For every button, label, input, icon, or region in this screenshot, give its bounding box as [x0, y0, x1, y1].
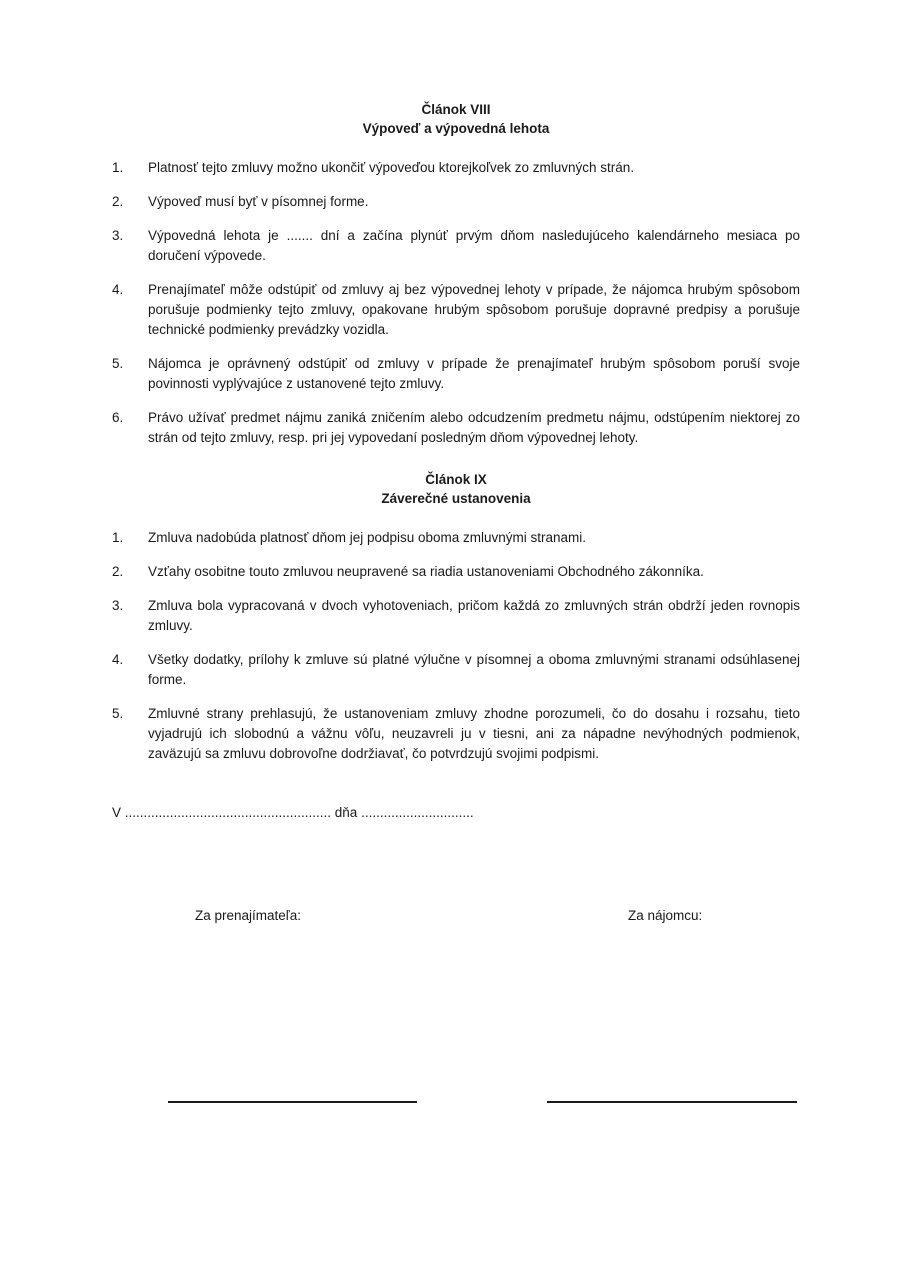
numbered-clause [112, 528, 800, 548]
numbered-clause [112, 596, 800, 636]
numbered-clause [112, 226, 800, 266]
clause-number: 1. [112, 530, 124, 545]
numbered-clause [112, 704, 800, 764]
clause-text: Výpovedná lehota je ....... dní a začína plynúť prvým dňom nasledujúceho kalendárneho mesiaca po doručení výpovede. [148, 228, 800, 263]
article-ix-clauses [112, 528, 800, 764]
clause-text: Všetky dodatky, prílohy k zmluve sú platné výlučne v písomnej a oboma zmluvnými stranami odsúhlasenej forme. [148, 652, 800, 687]
article-viii-subtitle: Výpoveď a výpovedná lehota [362, 121, 550, 136]
lessee-signature-line [547, 1101, 797, 1103]
clause-text: Právo užívať predmet nájmu zaniká zničením alebo odcudzením predmetu nájmu, odstúpením niektorej zo strán od tejto zmluvy, resp. pri jej vypovedaní posledným dňom výpovednej lehoty. [148, 410, 800, 445]
clause-text: Zmluva bola vypracovaná v dvoch vyhotoveniach, pričom každá zo zmluvných strán obdrží jeden rovnopis zmluvy. [148, 598, 800, 633]
clause-number: 5. [112, 706, 124, 721]
clause-number: 1. [112, 160, 124, 175]
article-ix-subtitle: Záverečné ustanovenia [381, 491, 531, 506]
article-ix-title: Článok IX [425, 472, 487, 487]
numbered-clause [112, 192, 800, 212]
article-viii-clauses [112, 158, 800, 448]
clause-number: 4. [112, 652, 124, 667]
place-date-line: V ....................................................... dňa .............................. [112, 805, 474, 820]
article-ix-section [112, 470, 800, 778]
clause-number: 3. [112, 228, 124, 243]
clause-text: Vzťahy osobitne touto zmluvou neupravené sa riadia ustanoveniami Obchodného zákonníka. [148, 564, 704, 579]
clause-text: Zmluvné strany prehlasujú, že ustanoveniam zmluvy zhodne porozumeli, čo do dosahu i rozsahu, tieto vyjadrujú ich slobodnú a vážnu vôľu, neuzavreli ju v tiesni, ani za nápadne nevýhodných podmienok, zaväzujú sa zmluvu dobrovoľne dodržiavať, čo potvrdzujú svojimi podpismi. [148, 706, 800, 761]
clause-number: 2. [112, 194, 124, 209]
clause-text: Platnosť tejto zmluvy možno ukončiť výpoveďou ktorejkoľvek zo zmluvných strán. [148, 160, 635, 175]
clause-number: 3. [112, 598, 124, 613]
numbered-clause [112, 158, 800, 178]
lessee-signature-label: Za nájomcu: [628, 908, 703, 923]
numbered-clause [112, 650, 800, 690]
numbered-clause [112, 354, 800, 394]
clause-number: 4. [112, 282, 124, 297]
clause-number: 6. [112, 410, 124, 425]
numbered-clause [112, 408, 800, 448]
clause-number: 5. [112, 356, 124, 371]
numbered-clause [112, 562, 800, 582]
lessor-signature-line [168, 1101, 417, 1103]
clause-text: Výpoveď musí byť v písomnej forme. [148, 194, 369, 209]
numbered-clause [112, 280, 800, 340]
clause-number: 2. [112, 564, 124, 579]
clause-text: Nájomca je oprávnený odstúpiť od zmluvy v prípade že prenajímateľ hrubým spôsobom poruší svoje povinnosti vyplývajúce z ustanovené tejto zmluvy. [148, 356, 800, 391]
clause-text: Zmluva nadobúda platnosť dňom jej podpisu oboma zmluvnými stranami. [148, 530, 587, 545]
article-viii-title: Článok VIII [421, 102, 491, 117]
article-viii-section [112, 100, 800, 462]
clause-text: Prenajímateľ môže odstúpiť od zmluvy aj bez výpovednej lehoty v prípade, že nájomca hrubým spôsobom porušuje podmienky tejto zmluvy, opakovane hrubým spôsobom porušuje dopravné predpisy a porušuje technické podmienky prevádzky vozidla. [148, 282, 800, 337]
lessor-signature-label: Za prenajímateľa: [195, 908, 301, 923]
